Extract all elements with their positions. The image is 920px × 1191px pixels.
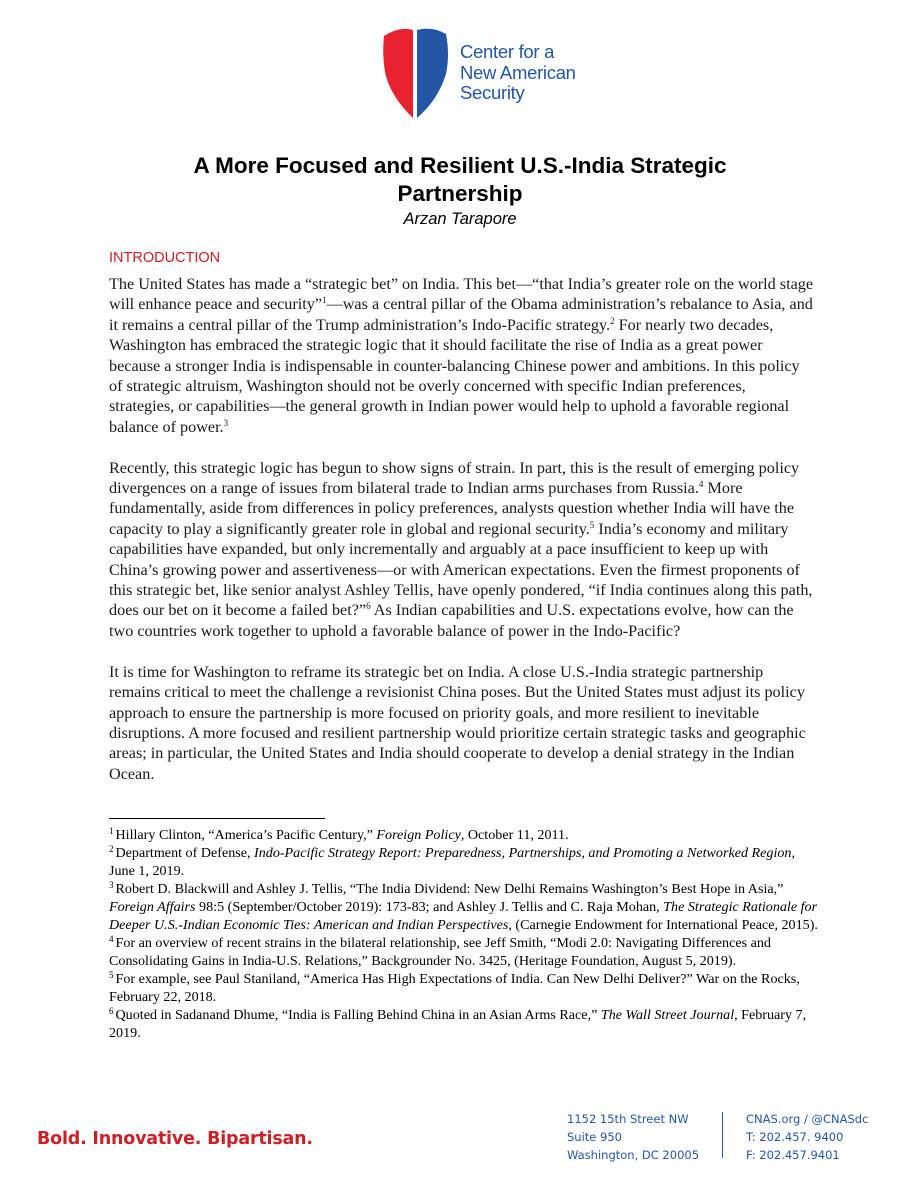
logo-wordmark [460, 42, 576, 104]
title-line: A More Focused and Resilient U.S.-India Strategic [193, 153, 727, 178]
paragraph [109, 274, 814, 437]
footer-tagline: Bold. Innovative. Bipartisan. [37, 1129, 313, 1149]
text-run: , June 1, 2019. [109, 845, 795, 879]
section-heading: INTRODUCTION [109, 250, 221, 266]
footer-divider [722, 1112, 723, 1158]
footnote-number: 1 [109, 826, 114, 836]
footnote-number: 4 [109, 934, 114, 944]
footnote-item [109, 880, 819, 934]
footnote-divider [109, 818, 325, 819]
footnotes [109, 826, 819, 1042]
text-run: The United States has made a “strategic bet” on India. This bet—“that India’s greater role on the world stage will enhance peace and security” [109, 275, 814, 314]
text-run: Recently, this strategic logic has begun to show signs of strain. In part, this is the result of emerging policy divergences on a range of issues from bilateral trade to Indian arms purchases from Russia. [109, 458, 800, 498]
footnote-number: 2 [109, 844, 114, 854]
contact-fax: F: 202.457.9401 [746, 1148, 840, 1162]
footnote-ref[interactable]: 1 [322, 295, 327, 306]
paragraph [109, 458, 814, 642]
footer-address [567, 1110, 699, 1164]
footnote-ref[interactable]: 4 [698, 479, 704, 490]
text-run: For an overview of recent strains in the bilateral relationship, see Jeff Smith, “Modi 2.0: Navigating Differences and Consolidating Gains in India-U.S. Relations,” Backgrounder No. 3425, (Heritage Foundation, August 5, 2019). [109, 935, 771, 969]
text-run: Foreign Affairs [109, 899, 196, 915]
text-run: Robert D. Blackwill and Ashley J. Tellis, “The India Dividend: New Delhi Remains Washington’s Best Hope in Asia,” [115, 881, 784, 897]
text-run: As Indian capabilities and U.S. expectations evolve, how can the two countries work together to uphold a favorable balance of power in the Indo-Pacific? [109, 601, 794, 640]
footnote-item [109, 826, 819, 844]
text-run: Indo-Pacific Strategy Report: Preparedness, Partnerships, and Promoting a Networked Region [254, 845, 792, 861]
footnote-ref[interactable]: 6 [366, 601, 371, 612]
paragraph [109, 662, 814, 784]
logo-line: Security [460, 82, 525, 103]
footnote-number: 5 [109, 970, 114, 980]
text-run: , (Carnegie Endowment for International Peace, 2015). [508, 917, 818, 933]
text-run: Hillary Clinton, “America’s Pacific Century,” [115, 827, 377, 843]
text-run: —was a central pillar of the Obama administration’s rebalance to Asia, and it remains a central pillar of the Trump administration’s Indo-Pacific strategy. [109, 295, 813, 334]
footnote-item [109, 844, 819, 880]
contact-website-link[interactable]: CNAS.org / @CNASdc [746, 1112, 869, 1126]
text-run: For example, see Paul Staniland, “America Has High Expectations of India. Can New Delhi Deliver?” War on the Rocks, February 22, 2018. [109, 971, 800, 1005]
footnote-ref[interactable]: 2 [610, 315, 615, 326]
footnote-number: 3 [109, 880, 114, 890]
text-run: 98:5 (September/October 2019): 173-83; and Ashley J. Tellis and C. Raja Mohan, [195, 899, 664, 915]
text-run: Department of Defense, [115, 845, 255, 861]
footnote-number: 6 [109, 1006, 114, 1016]
footnote-ref[interactable]: 5 [589, 519, 595, 530]
shield-icon [376, 24, 456, 124]
text-run: More fundamentally, aside from differences in policy preferences, analysts question whether India will have the capacity to play a significantly greater role in global and regional security. [109, 479, 795, 538]
logo-line: New American [460, 61, 576, 83]
contact-phone: T: 202.457. 9400 [746, 1130, 844, 1144]
address-line: Suite 950 [567, 1130, 622, 1144]
text-run: Foreign Policy [376, 827, 461, 843]
text-run: India’s economy and military capabilities have expanded, but only incrementally and arguably at a pace insufficient to keep up with China’s growing power and assertiveness—or with American expectations. Even the firmest proponents of this strategic bet, like senior analyst Ashley Tellis, have openly pondered, “if India continues along this path, does our bet on it become a failed bet?” [109, 519, 813, 620]
footnote-ref[interactable]: 3 [223, 417, 229, 428]
body-text [109, 274, 814, 805]
text-run: For nearly two decades, Washington has embraced the strategic logic that it should facilitate the rise of India as a great power because a stronger India is indispensable in counter-balancing Chinese power and ambitions. In this policy of strategic altruism, Washington should not be overly concerned with specific Indian preferences, strategies, or capabilities—the general growth in Indian power would help to uphold a favorable regional balance of power. [109, 315, 800, 436]
author-name: Arzan Tarapore [403, 210, 517, 228]
footnote-item [109, 970, 819, 1006]
text-run: , February 7, 2019. [109, 1007, 807, 1041]
cnas-logo [376, 24, 576, 124]
footnote-item [109, 934, 819, 970]
text-run: Quoted in Sadanand Dhume, “India is Falling Behind China in an Asian Arms Race,” [115, 1007, 601, 1023]
text-run: The Strategic Rationale for Deeper U.S.-Indian Economic Ties: American and Indian Perspectives [109, 899, 818, 933]
text-run: It is time for Washington to reframe its strategic bet on India. A close U.S.-India strategic partnership remains critical to meet the challenge a revisionist China poses. But the United States must adjust its policy approach to ensure the partnership is more focused on priority goals, and more resilient to inevitable disruptions. A more focused and resilient partnership would prioritize certain strategic tasks and geographic areas; in particular, the United States and India should cooperate to develop a denial strategy in the Indian Ocean. [109, 662, 806, 783]
title-line: Partnership [397, 181, 523, 206]
text-run: The Wall Street Journal [600, 1007, 735, 1023]
footnote-item [109, 1006, 819, 1042]
logo-line: Center for a [460, 41, 555, 62]
text-run: , October 11, 2011. [460, 827, 569, 843]
footer-contact [746, 1110, 868, 1164]
address-line: 1152 15th Street NW [567, 1112, 689, 1126]
address-line: Washington, DC 20005 [567, 1148, 700, 1162]
document-title [100, 152, 820, 208]
